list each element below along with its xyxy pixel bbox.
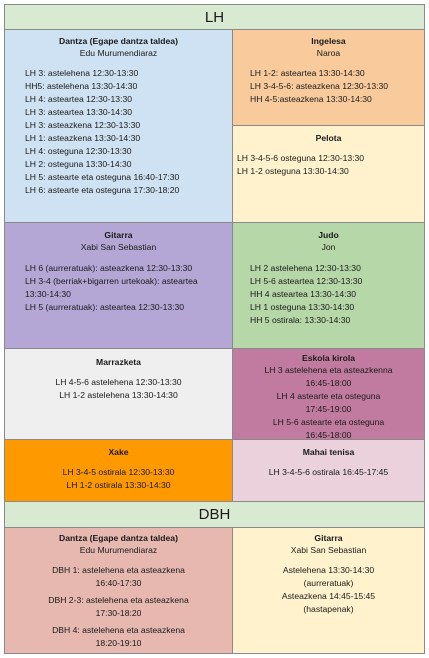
- schedule-line: LH 5: astearte eta osteguna 16:40-17:30: [25, 172, 180, 182]
- dantza-schedule: [5, 67, 232, 197]
- schedule-line: 18:20-19:10: [95, 638, 142, 648]
- eskola-kirola-title: Eskola kirola: [301, 353, 356, 363]
- schedule-line: LH 6 (aurreratuak): asteazkena 12:30-13:30: [25, 263, 193, 273]
- schedule-line: LH 3 astelehena eta asteazkenna: [264, 365, 393, 375]
- schedule-line: LH 4 astearte eta osteguna: [276, 391, 381, 401]
- ingelesa-title: Ingelesa: [311, 36, 346, 46]
- dbh-gitarra-title: Gitarra: [314, 533, 343, 543]
- schedule-line: LH 3-4-5-6: asteazkena 12:30-13:30: [250, 81, 389, 91]
- pelota-title: Pelota: [315, 133, 342, 143]
- schedule-line: 16:40-17:30: [95, 578, 142, 588]
- dbh-gitarra-teacher: Xabi San Sebastian: [290, 545, 367, 555]
- schedule-line: LH 3: asteartea 13:30-14:30: [25, 107, 133, 117]
- schedule-line: Asteazkena 14:45-15:45: [281, 591, 376, 601]
- dbh-header-label: DBH: [198, 506, 231, 523]
- schedule-line: DBH 4: astelehena eta asteazkena: [52, 625, 185, 635]
- gitarra-schedule: [5, 262, 232, 314]
- schedule-line: HH5: astelehena 13:30-14:30: [25, 81, 138, 91]
- schedule-line: LH 1 osteguna 13:30-14:30: [250, 302, 355, 312]
- schedule-line: LH 2 astelehena 12:30-13:30: [250, 263, 361, 273]
- judo-schedule: [233, 262, 424, 327]
- schedule-line: HH 4-5:asteazkena 13:30-14:30: [250, 94, 372, 104]
- dbh-gitarra-cell: [232, 527, 425, 654]
- marrazketa-title: Marrazketa: [96, 357, 141, 367]
- schedule-line: LH 3-4-5-6 ostirala 16:45-17:45: [268, 467, 389, 477]
- ingelesa-cell: [232, 29, 425, 126]
- marrazketa-cell: [4, 348, 233, 440]
- marrazketa-schedule: [5, 376, 232, 402]
- schedule-line: LH 4: osteguna 12:30-13:30: [25, 146, 132, 156]
- schedule-line: LH 3: asteazkena 12:30-13:30: [25, 120, 141, 130]
- schedule-line: 17:30-18:20: [95, 608, 142, 618]
- schedule-line: 16:45-18:00: [305, 378, 352, 388]
- lh-header: [4, 4, 425, 30]
- schedule-line: (aurreratuak): [303, 578, 354, 588]
- schedule-line: LH 1-2: asteartea 13:30-14:30: [250, 68, 365, 78]
- pelota-schedule: [233, 152, 424, 178]
- schedule-line: LH 5-6 asteartea 12:30-13:30: [250, 276, 363, 286]
- schedule-line: LH 3-4-5-6 osteguna 12:30-13:30: [237, 153, 365, 163]
- schedule-line: HH 5 ostirala: 13:30-14:30: [250, 315, 351, 325]
- schedule-line: DBH 2-3: astelehena eta asteazkena: [48, 595, 189, 605]
- mahai-tenisa-cell: [232, 439, 425, 502]
- eskola-kirola-cell: [232, 348, 425, 440]
- pelota-cell: [232, 125, 425, 223]
- dantza-teacher: Edu Murumendiaraz: [79, 48, 158, 58]
- schedule-line: LH 4: asteartea 12:30-13:30: [25, 94, 133, 104]
- schedule-line: 16:45-18:00: [305, 430, 352, 440]
- gitarra-title: Gitarra: [104, 230, 133, 240]
- dbh-dantza-teacher: Edu Murumendiaraz: [79, 545, 158, 555]
- dbh-header: [4, 501, 425, 528]
- mahai-tenisa-schedule: [233, 466, 424, 479]
- xake-title: Xake: [108, 447, 129, 457]
- schedule-line: HH 4 asteartea 13:30-14:30: [250, 289, 357, 299]
- schedule-line: LH 3-4-5 ostirala 12:30-13:30: [62, 467, 175, 477]
- gitarra-cell: [4, 222, 233, 349]
- xake-cell: [4, 439, 233, 502]
- mahai-tenisa-title: Mahai tenisa: [302, 447, 355, 457]
- dbh-dantza-cell: [4, 527, 233, 654]
- schedule-line: LH 5 (aurreratuak): asteartea 12:30-13:30: [25, 302, 185, 312]
- schedule-line: LH 5-6 astearte eta osteguna: [272, 417, 385, 427]
- gitarra-teacher: Xabi San Sebastian: [80, 242, 157, 252]
- ingelesa-teacher: Naroa: [316, 48, 341, 58]
- dantza-cell: [4, 29, 233, 223]
- schedule-line: LH 3: astelehena 12:30-13:30: [25, 68, 139, 78]
- dbh-dantza-schedule: [5, 564, 232, 650]
- schedule-line: LH 4-5-6 astelehena 12:30-13:30: [55, 377, 182, 387]
- dbh-dantza-title: Dantza (Egape dantza taldea): [59, 533, 178, 543]
- schedule-line: LH 1-2 astelehena 13:30-14:30: [59, 390, 178, 400]
- schedule-line: (hastapenak): [303, 604, 354, 614]
- xake-schedule: [5, 466, 232, 492]
- judo-title: Judo: [318, 230, 339, 240]
- schedule-line: 17:45-19:00: [305, 404, 352, 414]
- schedule-line: 13:30-14:30: [25, 289, 71, 299]
- schedule-line: LH 3-4 (berriak+bigarren urtekoak): asteartea: [25, 276, 198, 286]
- schedule-line: LH 6: astearte eta osteguna 17:30-18:20: [25, 185, 180, 195]
- dbh-gitarra-schedule: [233, 564, 424, 616]
- schedule-line: LH 1-2 ostirala 13:30-14:30: [66, 480, 171, 490]
- schedule-line: DBH 1: astelehena eta asteazkena: [52, 565, 185, 575]
- schedule-line: LH 1-2 osteguna 13:30-14:30: [237, 166, 349, 176]
- schedule-line: LH 2: osteguna 13:30-14:30: [25, 159, 132, 169]
- lh-header-label: LH: [204, 8, 225, 26]
- schedule-line: LH 1: asteazkena 13:30-14:30: [25, 133, 141, 143]
- judo-teacher: Jon: [321, 242, 336, 252]
- dantza-title: Dantza (Egape dantza taldea): [59, 36, 178, 46]
- ingelesa-schedule: [233, 67, 424, 106]
- judo-cell: [232, 222, 425, 349]
- eskola-kirola-schedule: [233, 364, 424, 440]
- schedule-line: Astelehena 13:30-14:30: [282, 565, 375, 575]
